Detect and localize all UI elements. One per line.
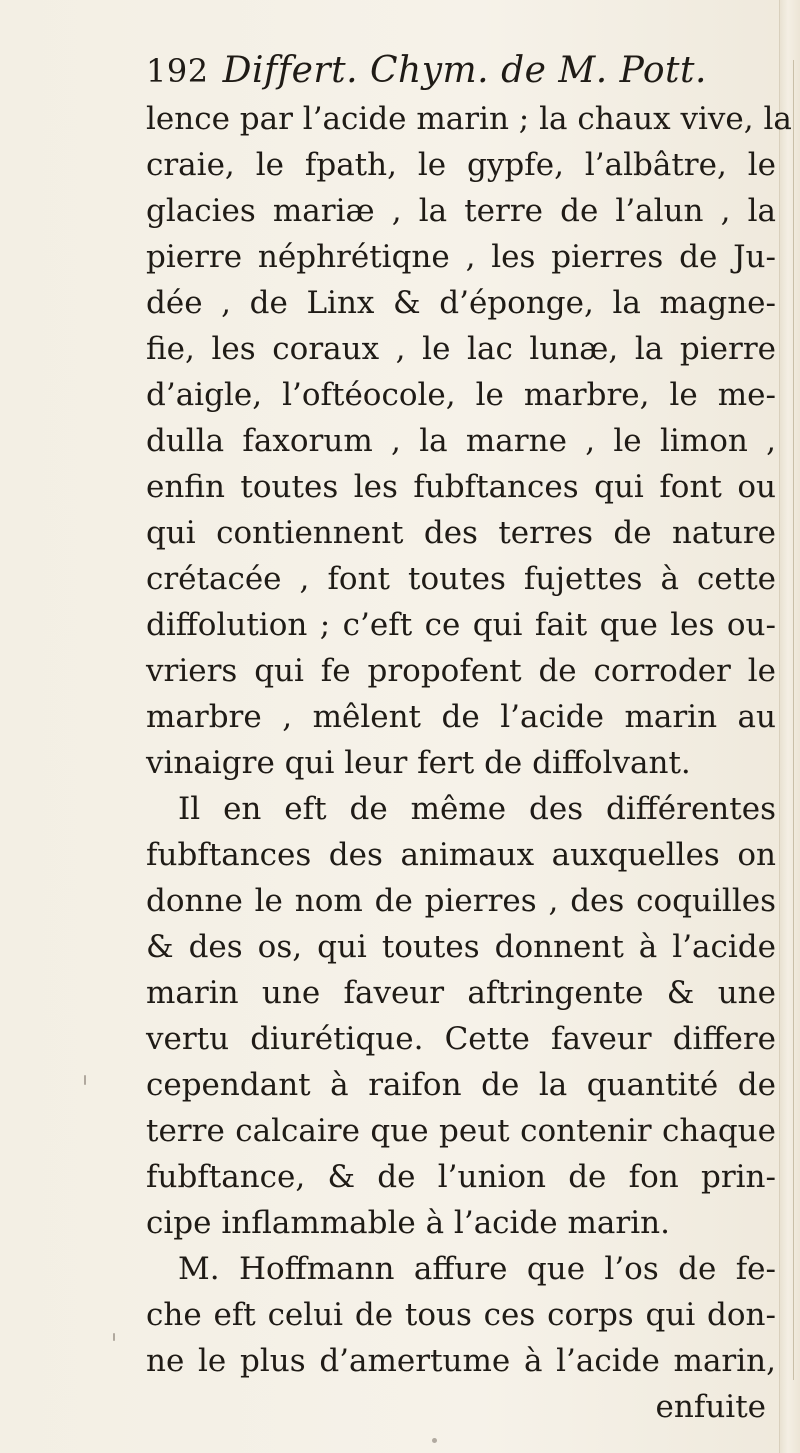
text-line: glacies mariæ , la terre de l’alun , la: [146, 193, 776, 229]
paper-speck: [432, 1438, 437, 1443]
text-line: cipe inflammable à l’acide marin.: [146, 1205, 670, 1241]
running-head: [146, 50, 786, 96]
text-line: vinaigre qui leur fert de diffolvant.: [146, 745, 691, 781]
text-line: fie, les coraux , le lac lunæ, la pierre: [146, 331, 776, 367]
text-block: [146, 50, 792, 1430]
text-line: d’aigle, l’oftéocole, le marbre, le me-: [146, 377, 776, 413]
text-line: fubftances des animaux auxquelles on: [146, 837, 776, 873]
text-line: pierre néphrétiqne , les pierres de Ju-: [146, 239, 776, 275]
catchword: enfuite: [655, 1389, 766, 1425]
text-line: vriers qui fe propofent de corroder le: [146, 653, 776, 689]
text-line: lence par l’acide marin ; la chaux vive, la: [146, 101, 792, 137]
text-line: diffolution ; c’eft ce qui fait que les ou-: [146, 607, 776, 643]
edge-line: [793, 60, 794, 1380]
paragraph-start-line: Il en eft de même des différentes: [178, 791, 776, 827]
text-line: fubftance, & de l’union de fon prin-: [146, 1159, 776, 1195]
text-line: crétacée , font toutes fujettes à cette: [146, 561, 776, 597]
running-title: Differt. Chym. de M. Pott.: [222, 50, 707, 91]
text-line: marin une faveur aftringente & une: [146, 975, 776, 1011]
text-line: enfin toutes les fubftances qui font ou: [146, 469, 776, 505]
text-line: dée , de Linx & d’éponge, la magne-: [146, 285, 776, 321]
paragraph-start-line: M. Hoffmann affure que l’os de fe-: [178, 1251, 776, 1287]
paper-speck: [84, 1075, 86, 1085]
text-line: & des os, qui toutes donnent à l’acide: [146, 929, 776, 965]
text-line: che eft celui de tous ces corps qui don-: [146, 1297, 776, 1333]
text-line: cependant à raifon de la quantité de: [146, 1067, 776, 1103]
text-line: qui contiennent des terres de nature: [146, 515, 776, 551]
text-line: vertu diurétique. Cette faveur differe: [146, 1021, 776, 1057]
text-line: ne le plus d’amertume à l’acide marin,: [146, 1343, 776, 1379]
text-line: donne le nom de pierres , des coquilles: [146, 883, 776, 919]
page-number: 192: [146, 52, 209, 90]
paper-speck: [113, 1333, 115, 1341]
text-line: craie, le fpath, le gypfe, l’albâtre, le: [146, 147, 776, 183]
text-line: terre calcaire que peut contenir chaque: [146, 1113, 776, 1149]
text-line: marbre , mêlent de l’acide marin au: [146, 699, 776, 735]
text-line: dulla faxorum , la marne , le limon ,: [146, 423, 776, 459]
